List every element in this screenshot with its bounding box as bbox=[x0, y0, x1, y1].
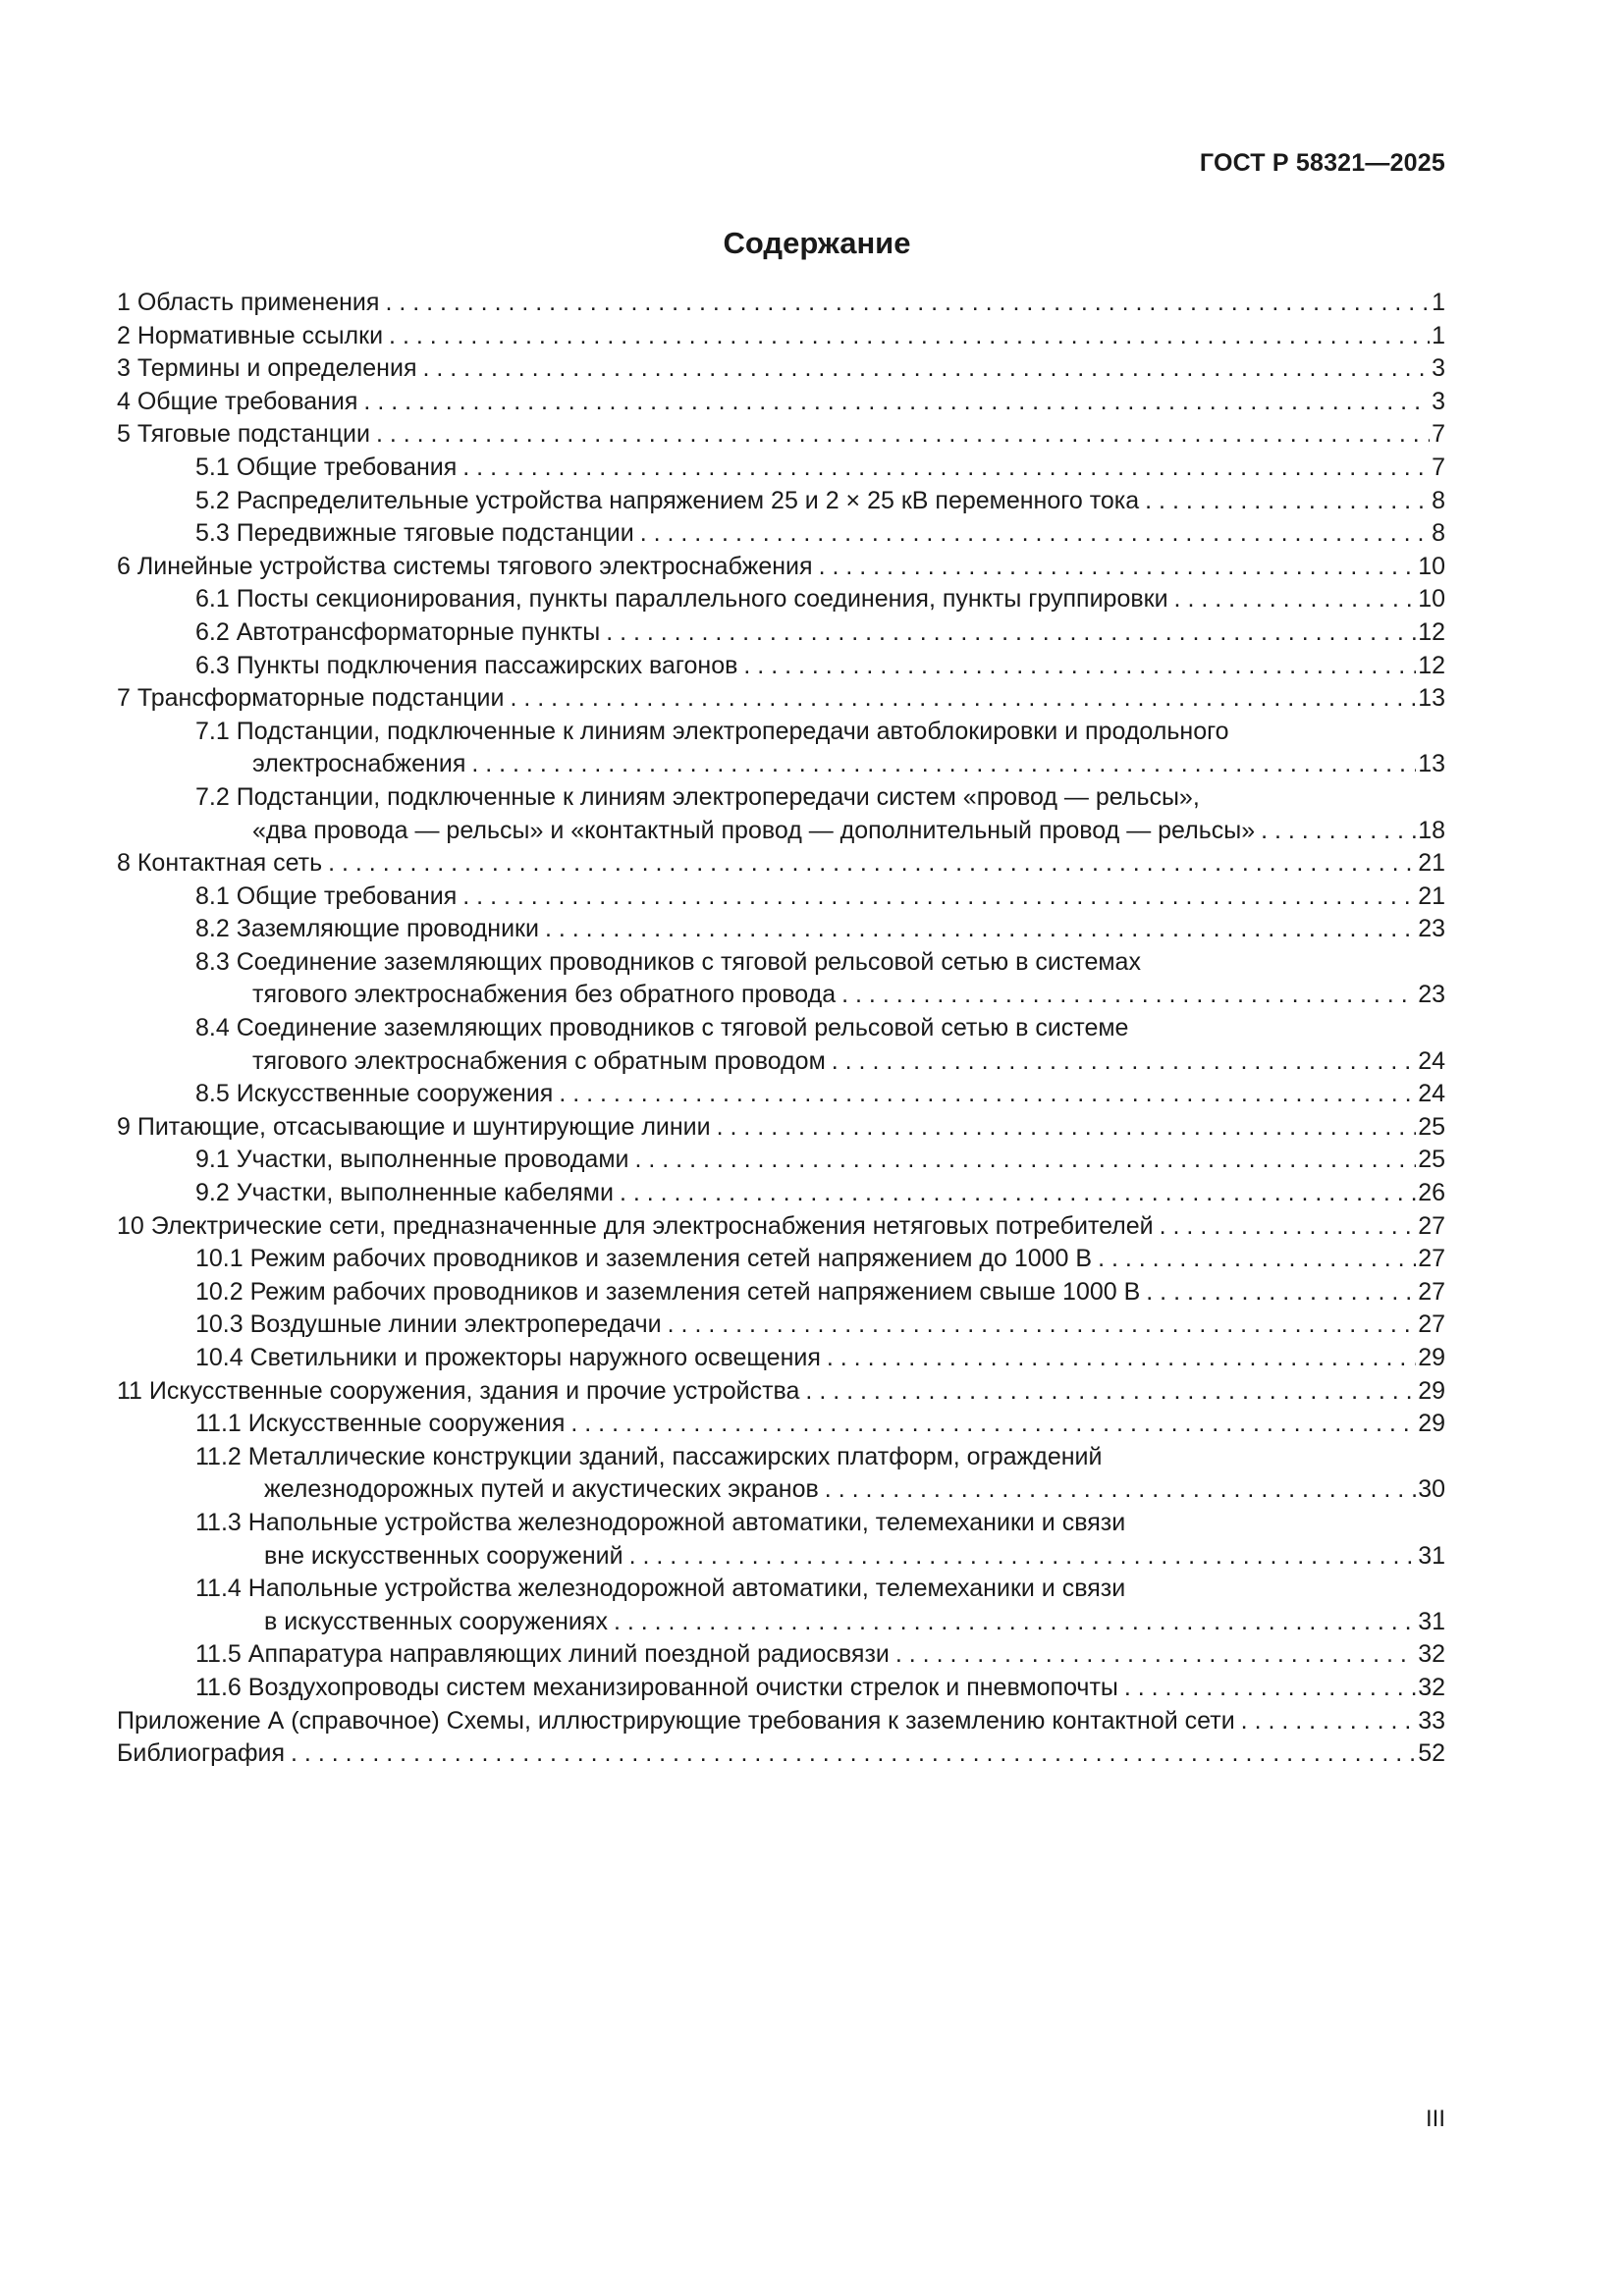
toc-entry[interactable] bbox=[117, 1111, 1445, 1145]
toc-entry-page: 32 bbox=[1418, 1640, 1445, 1669]
toc-entry-title: Общие требования bbox=[136, 387, 358, 415]
dot-leader bbox=[668, 1308, 1417, 1342]
toc-entry-number: 11 bbox=[117, 1376, 142, 1405]
toc-entry-number: 10.2 bbox=[195, 1277, 244, 1306]
toc-entry[interactable] bbox=[117, 1737, 1445, 1771]
toc-entry-title: Посты секционирования, пункты параллельного соединения, пункты группировки bbox=[236, 585, 1168, 614]
dot-leader bbox=[462, 881, 1416, 914]
toc-entry-number: 11.4 bbox=[195, 1575, 242, 1603]
toc-entry[interactable] bbox=[117, 287, 1445, 320]
toc-entry-number: 5.3 bbox=[195, 519, 230, 548]
toc-entry-page: 18 bbox=[1418, 816, 1445, 844]
toc-entry-number: 6.1 bbox=[195, 585, 230, 614]
dot-leader bbox=[743, 650, 1416, 683]
dot-leader bbox=[620, 1177, 1416, 1210]
toc-entry[interactable] bbox=[117, 1308, 1445, 1342]
toc-entry-page: 52 bbox=[1418, 1739, 1445, 1768]
toc-entry-number: 7.1 bbox=[195, 717, 230, 745]
toc-entry-title: Металлические конструкции зданий, пассажирских платформ, ограждений bbox=[247, 1442, 1103, 1470]
dot-leader bbox=[510, 682, 1416, 716]
toc-entry[interactable] bbox=[117, 452, 1445, 485]
toc-entry-page: 31 bbox=[1418, 1607, 1445, 1635]
toc-entry[interactable] bbox=[117, 1144, 1445, 1177]
toc-entry-page: 1 bbox=[1432, 289, 1445, 316]
dot-leader bbox=[363, 386, 1430, 419]
dot-leader bbox=[640, 517, 1430, 551]
toc-entry-number: 10.1 bbox=[195, 1245, 244, 1273]
dot-leader bbox=[717, 1111, 1417, 1145]
toc-entry-title: Светильники и прожекторы наружного освещения bbox=[249, 1344, 821, 1371]
dot-leader bbox=[1146, 1276, 1416, 1309]
toc-entry-title: Питающие, отсасывающие и шунтирующие линии bbox=[136, 1112, 711, 1141]
toc-entry-page: 26 bbox=[1418, 1179, 1445, 1207]
dot-leader bbox=[1160, 1210, 1417, 1244]
dot-leader bbox=[819, 551, 1417, 584]
toc-entry[interactable] bbox=[117, 650, 1445, 683]
toc-entry-title: Электрические сети, предназначенные для электроснабжения нетяговых потребителей bbox=[150, 1211, 1154, 1240]
toc-entry-title: Напольные устройства железнодорожной автоматики, телемеханики и связи bbox=[247, 1508, 1126, 1536]
toc-entry[interactable] bbox=[117, 1573, 1445, 1638]
toc-entry[interactable] bbox=[117, 485, 1445, 518]
toc-entry-page: 25 bbox=[1418, 1112, 1445, 1141]
dot-leader bbox=[570, 1408, 1416, 1441]
toc-entry-title: Линейные устройства системы тягового электроснабжения bbox=[136, 552, 813, 580]
toc-entry[interactable] bbox=[117, 946, 1445, 1012]
toc-entry-number: 9.2 bbox=[195, 1179, 230, 1207]
toc-entry-title: Режим рабочих проводников и заземления сетей напряжением до 1000 В bbox=[249, 1245, 1093, 1273]
toc-entry-page: 27 bbox=[1418, 1277, 1445, 1306]
toc-entry-number: 8.5 bbox=[195, 1080, 230, 1108]
toc-entry-title: Участки, выполненные кабелями bbox=[236, 1179, 614, 1207]
toc-entry-title: Библиография bbox=[117, 1739, 286, 1768]
toc-entry[interactable] bbox=[117, 781, 1445, 847]
toc-entry-page: 27 bbox=[1418, 1310, 1445, 1339]
toc-entry-title: Аппаратура направляющих линий поездной радиосвязи bbox=[247, 1640, 890, 1669]
toc-entry[interactable] bbox=[117, 1012, 1445, 1078]
toc-entry[interactable] bbox=[117, 913, 1445, 946]
toc-entry-number: 11.3 bbox=[195, 1508, 242, 1536]
toc-entry-number: 5.1 bbox=[195, 453, 230, 481]
toc-entry[interactable] bbox=[117, 1177, 1445, 1210]
dot-leader bbox=[1145, 485, 1430, 518]
toc-entry-title: Контактная сеть bbox=[136, 849, 323, 878]
toc-entry-number: 5.2 bbox=[195, 486, 230, 514]
toc-entry-page: 33 bbox=[1418, 1706, 1445, 1735]
dot-leader bbox=[328, 847, 1416, 881]
toc-entry-number: 4 bbox=[117, 387, 131, 415]
toc-entry[interactable] bbox=[117, 1342, 1445, 1375]
toc-entry[interactable] bbox=[117, 1078, 1445, 1111]
toc-entry-page: 23 bbox=[1418, 915, 1445, 943]
toc-entry[interactable] bbox=[117, 352, 1445, 386]
toc-entry-number: 9.1 bbox=[195, 1146, 230, 1174]
dot-leader bbox=[629, 1540, 1417, 1574]
toc-entry-page: 24 bbox=[1418, 1046, 1445, 1075]
toc-entry[interactable] bbox=[117, 682, 1445, 716]
toc-entry[interactable] bbox=[117, 616, 1445, 650]
toc-entry-title: Воздухопроводы систем механизированной очистки стрелок и пневмопочты bbox=[247, 1673, 1118, 1701]
standard-code: ГОСТ Р 58321—2025 bbox=[1199, 149, 1445, 177]
dot-leader bbox=[385, 287, 1430, 320]
toc-entry-title-continued: железнодорожных путей и акустических экранов bbox=[264, 1475, 819, 1504]
toc-entry-title: Общие требования bbox=[236, 453, 458, 481]
toc-entry-title-continued: «два провода — рельсы» и «контактный провод — дополнительный провод — рельсы» bbox=[252, 816, 1256, 844]
toc-entry-page: 27 bbox=[1418, 1245, 1445, 1273]
toc-entry[interactable] bbox=[117, 1507, 1445, 1573]
dot-leader bbox=[471, 748, 1416, 781]
toc-entry-title: Распределительные устройства напряжением 25 и 2 × 25 кВ переменного тока bbox=[236, 486, 1140, 514]
toc-entry-page: 12 bbox=[1418, 617, 1445, 646]
toc-entry-title: Область применения bbox=[136, 289, 380, 316]
toc-entry-page: 24 bbox=[1418, 1080, 1445, 1108]
toc-entry-title: Искусственные сооружения bbox=[247, 1410, 566, 1438]
toc-entry-number: 11.2 bbox=[195, 1442, 242, 1470]
dot-leader bbox=[291, 1737, 1416, 1771]
toc-entry-title: Приложение А (справочное) Схемы, иллюстрирующие требования к заземлению контактной сети bbox=[117, 1706, 1235, 1735]
toc-entry-title: Передвижные тяговые подстанции bbox=[236, 519, 634, 548]
toc-entry[interactable] bbox=[117, 517, 1445, 551]
toc-entry-title-continued: тягового электроснабжения с обратным проводом bbox=[252, 1046, 826, 1075]
toc-entry-number: 10.4 bbox=[195, 1344, 244, 1371]
toc-entry[interactable] bbox=[117, 386, 1445, 419]
toc-entry-page: 29 bbox=[1418, 1410, 1445, 1438]
dot-leader bbox=[376, 418, 1430, 452]
toc-entry[interactable] bbox=[117, 716, 1445, 781]
toc-entry[interactable] bbox=[117, 418, 1445, 452]
toc-entry[interactable] bbox=[117, 881, 1445, 914]
toc-entry-page: 13 bbox=[1418, 750, 1445, 778]
toc-entry-title-continued: вне искусственных сооружений bbox=[264, 1541, 623, 1570]
toc-entry[interactable] bbox=[117, 1441, 1445, 1507]
dot-leader bbox=[545, 913, 1416, 946]
toc-entry-number: 1 bbox=[117, 289, 131, 316]
toc-entry-number: 10.3 bbox=[195, 1310, 244, 1339]
toc-entry-number: 8.3 bbox=[195, 947, 230, 976]
toc-entry-page: 32 bbox=[1418, 1673, 1445, 1701]
toc-entry-title: Трансформаторные подстанции bbox=[136, 684, 505, 713]
toc-entry-number: 11.6 bbox=[195, 1673, 242, 1701]
toc-entry-page: 3 bbox=[1432, 387, 1445, 415]
toc-entry[interactable] bbox=[117, 1276, 1445, 1309]
toc-entry-title: Искусственные сооружения bbox=[236, 1080, 554, 1108]
toc-entry-number: 5 bbox=[117, 420, 131, 449]
toc-entry-number: 10 bbox=[117, 1211, 144, 1240]
toc-entry-page: 31 bbox=[1418, 1541, 1445, 1570]
toc-entry-number: 6.2 bbox=[195, 617, 230, 646]
dot-leader bbox=[841, 979, 1416, 1012]
toc-entry-number: 6 bbox=[117, 552, 131, 580]
toc-entry-number: 3 bbox=[117, 354, 131, 383]
dot-leader bbox=[422, 352, 1430, 386]
toc-entry-number: 6.3 bbox=[195, 651, 230, 679]
toc-entry-number: 8.2 bbox=[195, 915, 230, 943]
toc-entry-title: Режим рабочих проводников и заземления сетей напряжением свыше 1000 В bbox=[249, 1277, 1141, 1306]
toc-entry-title: Подстанции, подключенные к линиям электропередачи автоблокировки и продольного bbox=[236, 717, 1229, 745]
toc-entry-page: 10 bbox=[1418, 552, 1445, 580]
toc-entry[interactable] bbox=[117, 1210, 1445, 1244]
dot-leader bbox=[1241, 1705, 1417, 1738]
toc-entry-title: Общие требования bbox=[236, 881, 458, 910]
toc-entry-number: 2 bbox=[117, 321, 131, 349]
dot-leader bbox=[614, 1606, 1416, 1639]
toc-entry-page: 10 bbox=[1418, 585, 1445, 614]
toc-entry-page: 7 bbox=[1432, 420, 1445, 449]
toc-entry-title: Тяговые подстанции bbox=[136, 420, 370, 449]
toc-entry-title: Искусственные сооружения, здания и прочие устройства bbox=[148, 1376, 800, 1405]
toc-entry-title: Заземляющие проводники bbox=[236, 915, 539, 943]
toc-entry-page: 13 bbox=[1418, 684, 1445, 713]
toc-entry-page: 21 bbox=[1418, 849, 1445, 878]
toc-entry-title: Воздушные линии электропередачи bbox=[249, 1310, 662, 1339]
toc-entry-page: 8 bbox=[1432, 486, 1445, 514]
dot-leader bbox=[825, 1473, 1416, 1507]
dot-leader bbox=[1174, 583, 1417, 616]
table-of-contents bbox=[117, 287, 1445, 1771]
toc-entry-page: 7 bbox=[1432, 453, 1445, 481]
toc-entry-title-continued: в искусственных сооружениях bbox=[264, 1607, 608, 1635]
dot-leader bbox=[1098, 1243, 1416, 1276]
toc-entry[interactable] bbox=[117, 1672, 1445, 1705]
dot-leader bbox=[606, 616, 1416, 650]
toc-entry-title: Участки, выполненные проводами bbox=[236, 1146, 629, 1174]
toc-entry-number: 7 bbox=[117, 684, 131, 713]
toc-entry-page: 23 bbox=[1418, 981, 1445, 1009]
dot-leader bbox=[805, 1375, 1416, 1409]
toc-entry-number: 8.4 bbox=[195, 1014, 230, 1042]
toc-entry-page: 1 bbox=[1432, 321, 1445, 349]
toc-entry-number: 11.1 bbox=[195, 1410, 242, 1438]
toc-entry-page: 8 bbox=[1432, 519, 1445, 548]
toc-entry-title: Соединение заземляющих проводников с тяговой рельсовой сетью в системах bbox=[236, 947, 1141, 976]
dot-leader bbox=[1124, 1672, 1416, 1705]
toc-entry-title: Нормативные ссылки bbox=[136, 321, 384, 349]
toc-entry-number: 11.5 bbox=[195, 1640, 242, 1669]
toc-entry-page: 29 bbox=[1418, 1376, 1445, 1405]
toc-entry-page: 12 bbox=[1418, 651, 1445, 679]
toc-entry-page: 30 bbox=[1418, 1475, 1445, 1504]
page-title: Содержание bbox=[723, 226, 911, 260]
dot-leader bbox=[389, 320, 1430, 353]
toc-entry-page: 21 bbox=[1418, 881, 1445, 910]
page-number: III bbox=[1425, 2106, 1445, 2132]
toc-entry-title: Напольные устройства железнодорожной автоматики, телемеханики и связи bbox=[247, 1575, 1126, 1603]
toc-entry-number: 7.2 bbox=[195, 782, 230, 811]
toc-entry-title-continued: тягового электроснабжения без обратного провода bbox=[252, 981, 837, 1009]
toc-entry[interactable] bbox=[117, 1408, 1445, 1441]
dot-leader bbox=[832, 1045, 1416, 1079]
toc-entry-page: 29 bbox=[1418, 1344, 1445, 1371]
dot-leader bbox=[827, 1342, 1416, 1375]
toc-entry[interactable] bbox=[117, 551, 1445, 584]
dot-leader bbox=[635, 1144, 1417, 1177]
toc-entry-number: 8 bbox=[117, 849, 131, 878]
toc-entry-title: Пункты подключения пассажирских вагонов bbox=[236, 651, 738, 679]
toc-entry-page: 3 bbox=[1432, 354, 1445, 383]
toc-entry-number: 9 bbox=[117, 1112, 131, 1141]
toc-entry-title: Термины и определения bbox=[136, 354, 417, 383]
toc-entry[interactable] bbox=[117, 583, 1445, 616]
toc-entry-title: Соединение заземляющих проводников с тяговой рельсовой сетью в системе bbox=[236, 1014, 1129, 1042]
toc-entry-number: 8.1 bbox=[195, 881, 230, 910]
toc-entry-title: Подстанции, подключенные к линиям электропередачи систем «провод — рельсы», bbox=[236, 782, 1200, 811]
toc-entry-title: Автотрансформаторные пункты bbox=[236, 617, 601, 646]
toc-entry[interactable] bbox=[117, 847, 1445, 881]
toc-entry[interactable] bbox=[117, 1638, 1445, 1672]
toc-entry[interactable] bbox=[117, 1375, 1445, 1409]
toc-entry[interactable] bbox=[117, 320, 1445, 353]
toc-entry[interactable] bbox=[117, 1705, 1445, 1738]
toc-entry-title-continued: электроснабжения bbox=[252, 750, 466, 778]
dot-leader bbox=[895, 1638, 1416, 1672]
toc-entry-page: 25 bbox=[1418, 1146, 1445, 1174]
dot-leader bbox=[1261, 815, 1416, 848]
dot-leader bbox=[559, 1078, 1416, 1111]
toc-entry[interactable] bbox=[117, 1243, 1445, 1276]
toc-entry-page: 27 bbox=[1418, 1211, 1445, 1240]
dot-leader bbox=[462, 452, 1430, 485]
